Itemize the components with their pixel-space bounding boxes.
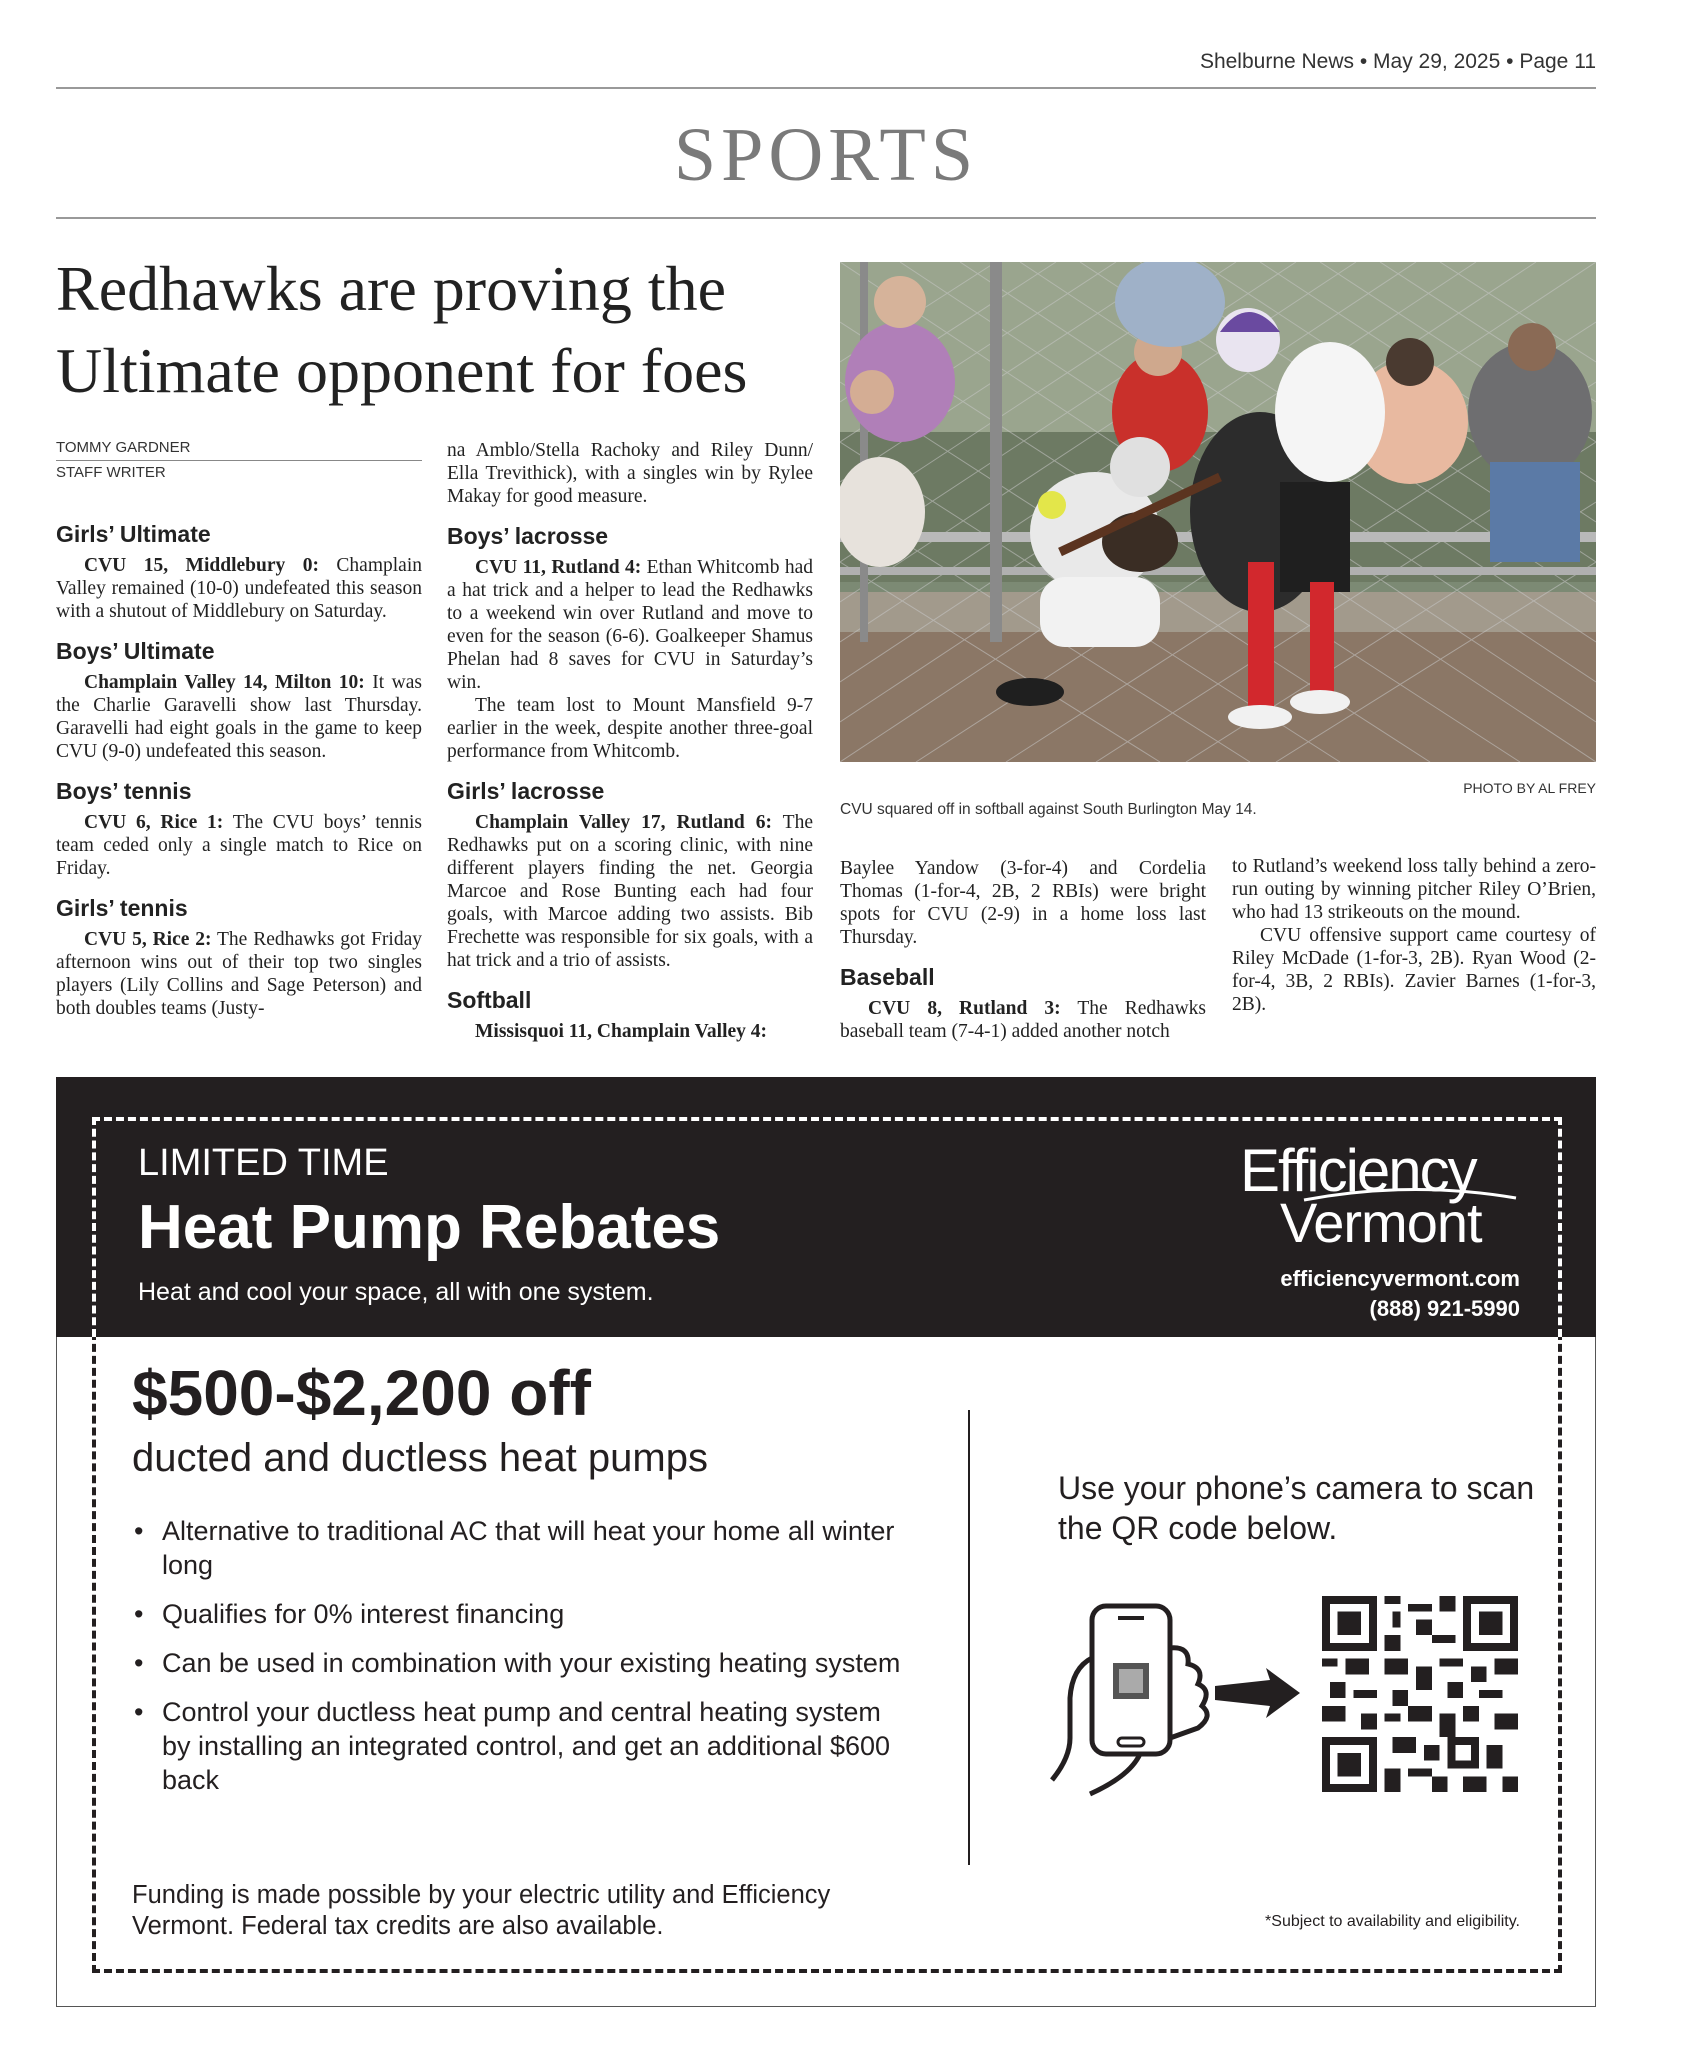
article-column-3 xyxy=(840,857,1206,1043)
ad-price-subtitle: ducted and ductless heat pumps xyxy=(132,1436,708,1480)
headline-line-2: Ultimate opponent for foes xyxy=(56,335,748,406)
efficiency-vermont-logo-line-2: Vermont xyxy=(1280,1191,1482,1254)
result-text: Ethan Whitcomb had a hat trick and a helper to lead the Redhawks to a weekend win over Rutland and move to even for the season (6-6). Goalkeeper Shamus Phelan had 8 saves for CVU in Saturday’s win. xyxy=(447,557,813,693)
paragraph-girls-tennis xyxy=(56,928,422,1020)
result-text: The Redhawks baseball team (7-4-1) added another notch xyxy=(840,998,1206,1042)
list-item: • Qualifies for 0% interest financing xyxy=(132,1597,912,1631)
softball-photo xyxy=(840,262,1596,762)
ad-eyebrow: LIMITED TIME xyxy=(138,1142,389,1184)
ad-phone-number[interactable]: (888) 921-5990 xyxy=(1369,1296,1520,1321)
article-column-4 xyxy=(1232,855,1596,1016)
subhead-girls-lacrosse: Girls’ lacrosse xyxy=(447,778,605,804)
paragraph-continuation: Baylee Yandow (3-for-4) and Cordelia Thomas (1-for-4, 2B, 2 RBIs) were bright spots for CVU (2-9) in a home loss last Thursday. xyxy=(840,858,1206,948)
paragraph-girls-ultimate xyxy=(56,554,422,623)
subhead-girls-tennis: Girls’ tennis xyxy=(56,895,188,921)
ad-funding-note: Funding is made possible by your electric utility and Efficiency Vermont. Federal tax credits are also available. xyxy=(132,1881,831,1940)
page-info: Shelburne News • May 29, 2025 • Page 11 xyxy=(1199,50,1596,73)
result-lead: CVU 5, Rice 2: xyxy=(84,929,212,950)
article-headline xyxy=(56,248,836,412)
photo-credit: PHOTO BY AL FREY xyxy=(1463,780,1596,796)
result-lead: CVU 15, Middlebury 0: xyxy=(84,555,319,576)
efficiency-vermont-logo-line-1: Efficiency xyxy=(1240,1137,1476,1204)
result-text: It was the Charlie Garavelli show last Thursday. Garavelli had eight goals in the game to keep CVU (9-0) undefeated this season. xyxy=(56,672,422,762)
section-title: SPORTS xyxy=(673,113,979,197)
paragraph-offense: CVU offensive support came courtesy of Riley McDade (1-for-3, 2B). Ryan Wood (2-for-4, 3B, 2 RBIs). Zavier Barnes (1-for-3, 2B). xyxy=(1232,925,1596,1015)
result-lead: Champlain Valley 14, Milton 10: xyxy=(84,672,365,693)
byline-name: TOMMY GARDNER xyxy=(56,439,191,456)
qr-code-icon xyxy=(1322,1596,1518,1792)
ad-price: $500-$2,200 off xyxy=(132,1357,591,1429)
ad-divider xyxy=(968,1410,970,1865)
result-text: The CVU boys’ tennis team ceded only a single match to Rice on Friday. xyxy=(56,812,422,879)
subhead-boys-tennis: Boys’ tennis xyxy=(56,778,192,804)
logo-swoosh-icon xyxy=(1300,1186,1520,1208)
paragraph-girls-lacrosse xyxy=(447,811,813,972)
photo-caption: CVU squared off in softball against South Burlington May 14. xyxy=(840,801,1257,818)
ad-benefits-list xyxy=(132,1514,912,1812)
subhead-boys-lacrosse: Boys’ lacrosse xyxy=(447,523,609,549)
ad-fine-print: *Subject to availability and eligibility. xyxy=(1265,1913,1520,1930)
result-text: Champlain Valley remained (10-0) undefeated this season with a shutout of Middlebury on Saturday. xyxy=(56,555,422,622)
byline-rule xyxy=(56,460,422,461)
paragraph-boys-lacrosse xyxy=(447,556,813,694)
subhead-girls-ultimate: Girls’ Ultimate xyxy=(56,521,211,547)
section-rule xyxy=(56,217,1596,219)
paragraph-boys-ultimate xyxy=(56,671,422,763)
paragraph-boys-lacrosse-2: The team lost to Mount Mansfield 9-7 earlier in the week, despite another three-goal performance from Whitcomb. xyxy=(447,695,813,762)
headline-line-1: Redhawks are proving the xyxy=(56,253,727,324)
paragraph-boys-tennis xyxy=(56,811,422,880)
list-item: • Can be used in combination with your existing heating system xyxy=(132,1646,912,1680)
subhead-softball: Softball xyxy=(447,987,532,1013)
paragraph-continuation: na Amblo/Stella Rachoky and Riley Dunn/ Ella Trevithick), with a singles win by Rylee Makay for good measure. xyxy=(447,440,813,507)
subhead-boys-ultimate: Boys’ Ultimate xyxy=(56,638,215,664)
result-text: The Redhawks got Friday afternoon wins out of their top two singles players (Lily Collins and Sage Peterson) and both doubles teams (Justy- xyxy=(56,929,422,1019)
ad-scan-instructions: Use your phone’s camera to scan the QR code below. xyxy=(1058,1470,1535,1546)
result-lead: CVU 8, Rutland 3: xyxy=(868,998,1061,1019)
paragraph-continuation: to Rutland’s weekend loss tally behind a zero-run outing by winning pitcher Riley O’Brien, who had 13 strikeouts on the mound. xyxy=(1232,856,1596,923)
result-lead: CVU 6, Rice 1: xyxy=(84,812,224,833)
ad-title: Heat Pump Rebates xyxy=(138,1193,721,1262)
ad-subtitle: Heat and cool your space, all with one system. xyxy=(138,1278,654,1306)
hand-phone-icon xyxy=(1030,1598,1310,1798)
header-rule xyxy=(56,87,1596,89)
byline-title: STAFF WRITER xyxy=(56,464,166,481)
paragraph-baseball xyxy=(840,997,1206,1043)
list-item: • Alternative to traditional AC that will heat your home all winter long xyxy=(132,1514,912,1582)
paragraph-softball xyxy=(447,1020,813,1043)
subhead-baseball: Baseball xyxy=(840,964,935,990)
ad-website-link[interactable]: efficiencyvermont.com xyxy=(1280,1266,1520,1291)
list-item: • Control your ductless heat pump and central heating system by installing an integrated control, and get an additional $600 back xyxy=(132,1695,912,1797)
softball-photo-illustration xyxy=(840,262,1596,762)
result-text: The Redhawks put on a scoring clinic, with nine different players finding the net. Georgia Marcoe and Rose Bunting each had four goals, with Marcoe adding two assists. Bib Frechette was responsible for six goals, with a hat trick and a trio of assists. xyxy=(447,812,813,971)
result-lead: Missisquoi 11, Champlain Valley 4: xyxy=(475,1021,768,1042)
article-column-2 xyxy=(447,439,813,1043)
result-lead: CVU 11, Rutland 4: xyxy=(475,557,642,578)
article-column-1 xyxy=(56,520,422,1020)
result-lead: Champlain Valley 17, Rutland 6: xyxy=(475,812,773,833)
